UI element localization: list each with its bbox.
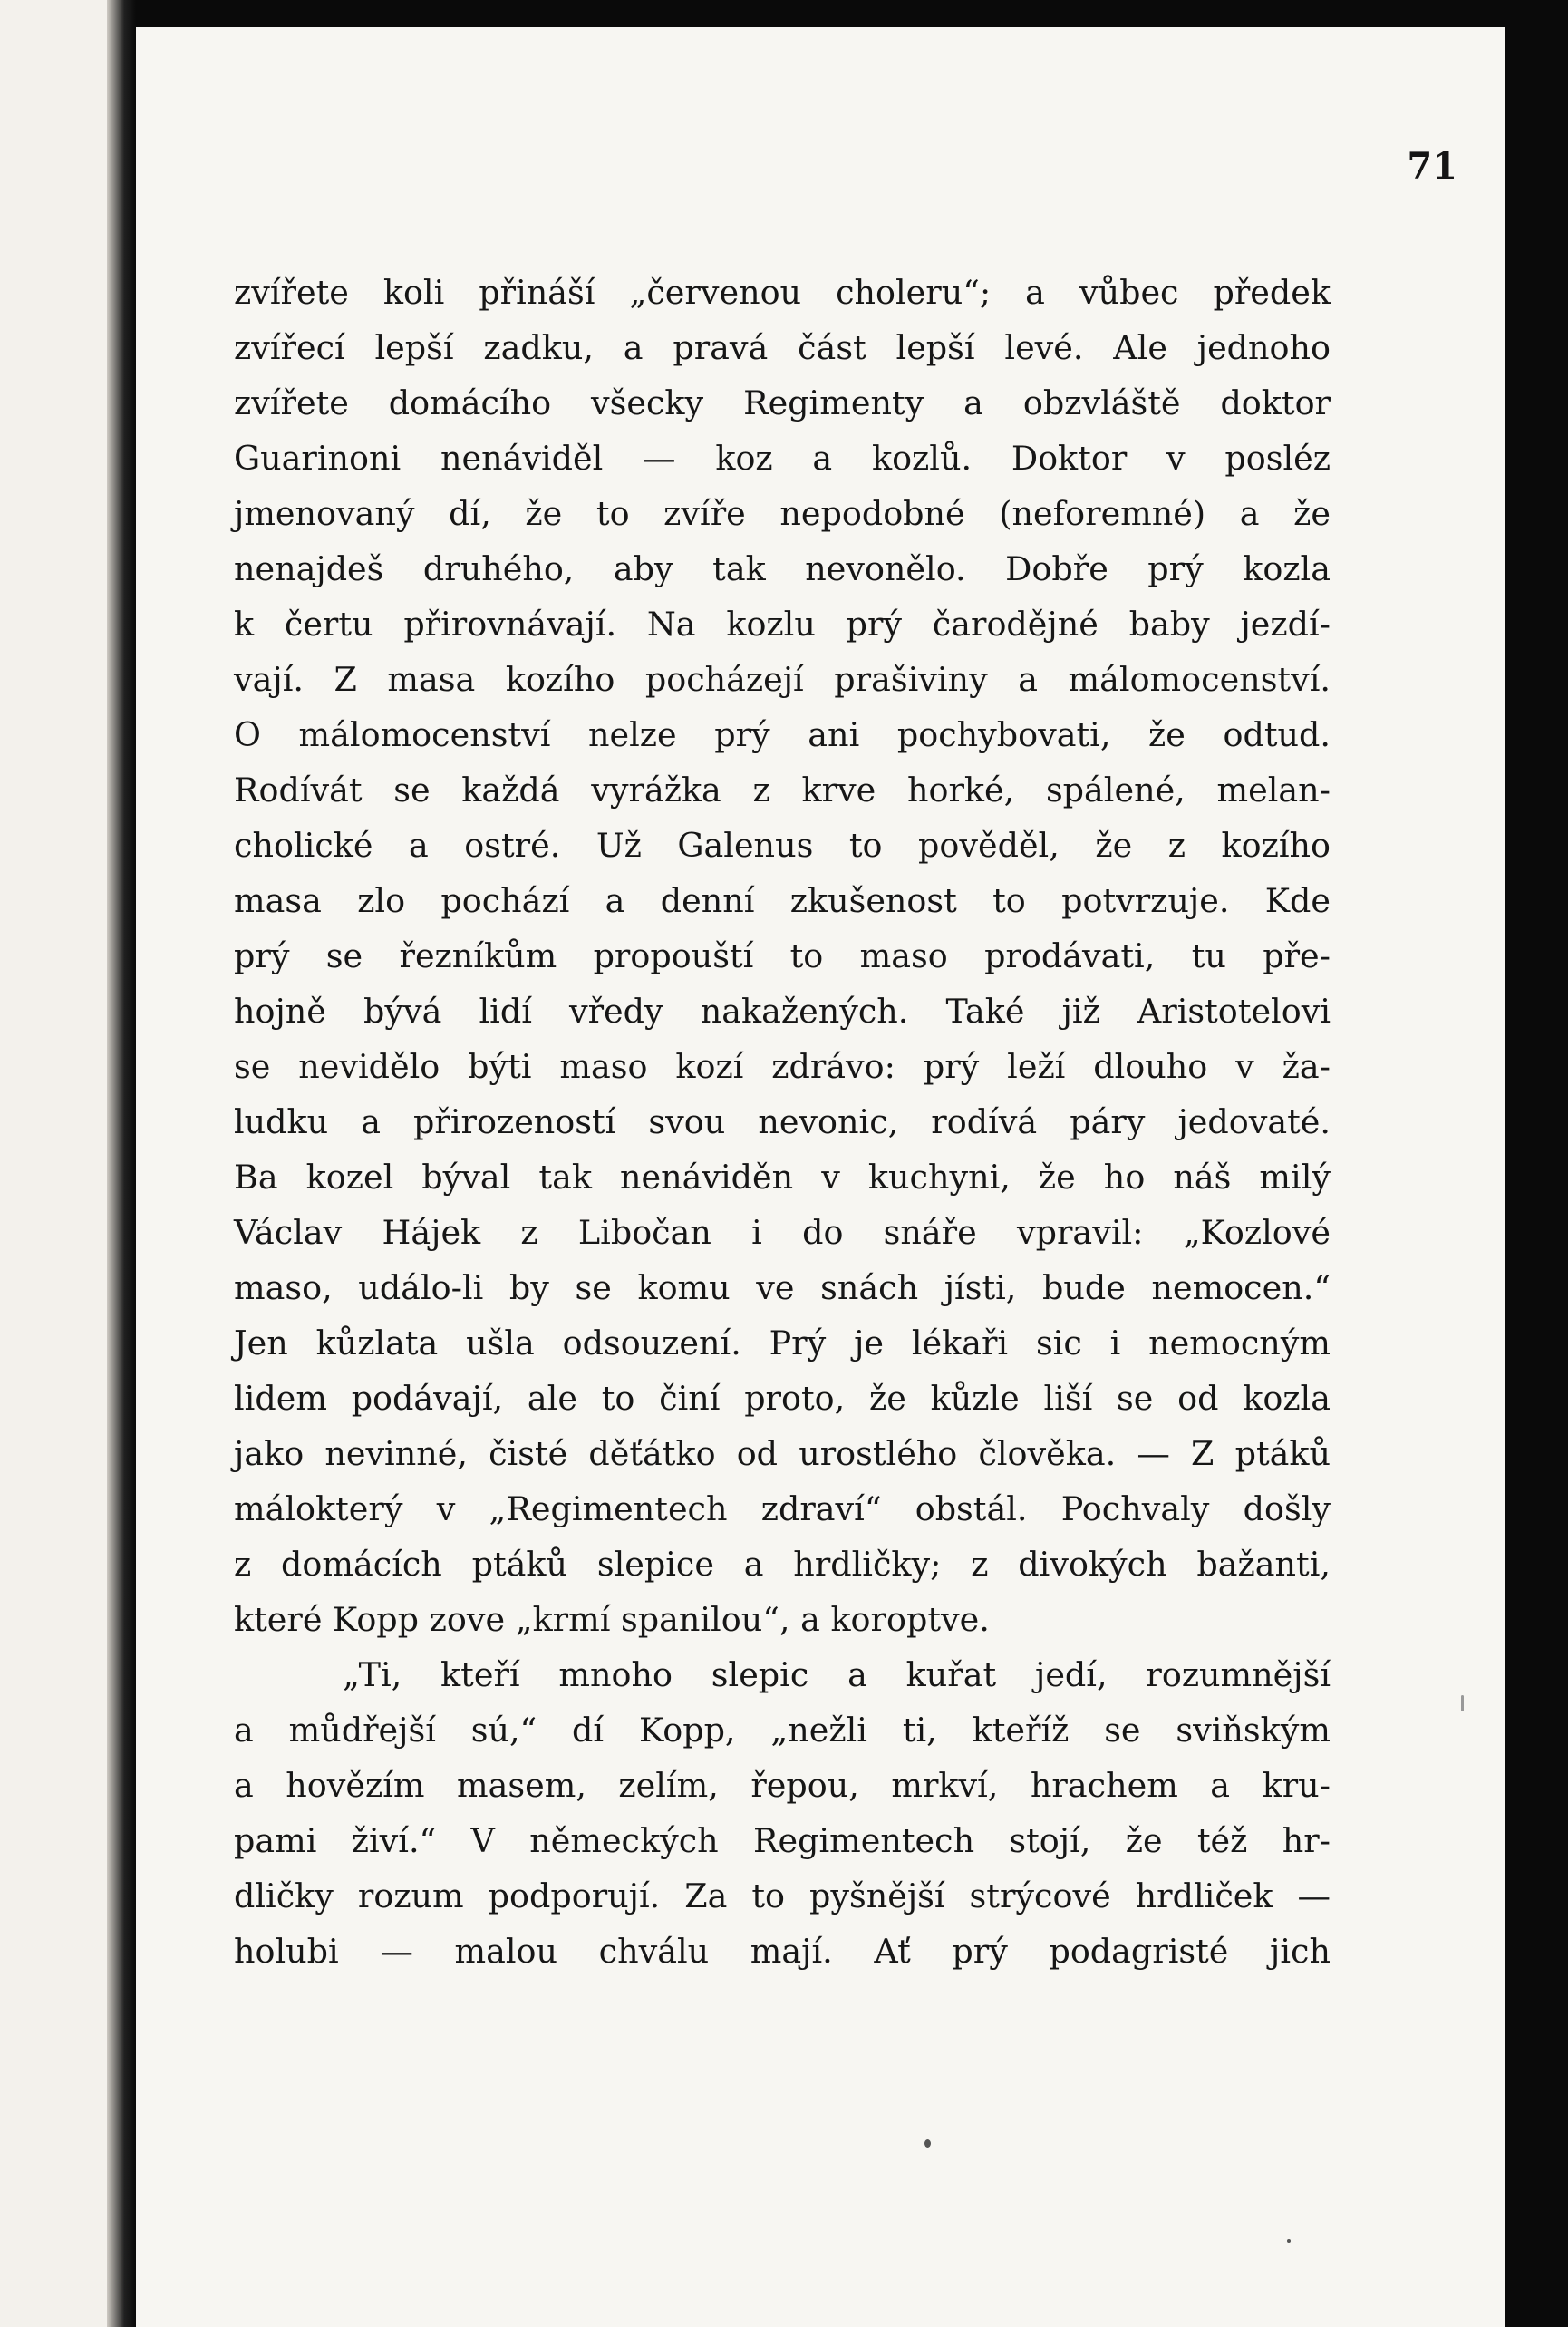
text-line: prý se řezníkům propouští to maso prodávati, tu pře- [234, 936, 1331, 975]
paper-speck [924, 2139, 931, 2148]
text-line: Ba kozel býval tak nenáviděn v kuchyni, že ho náš milý [234, 1158, 1331, 1197]
paper-speck [1287, 2239, 1291, 2243]
text-line: z domácích ptáků slepice a hrdličky; z divokých bažanti, [234, 1545, 1331, 1584]
text-line: pami živí.“ V německých Regimentech stojí, že též hr- [234, 1821, 1331, 1860]
text-line: jmenovaný dí, že to zvíře nepodobné (neforemné) a že [234, 494, 1331, 533]
text-line: ludku a přirozeností svou nevonic, rodívá páry jedovaté. [234, 1102, 1331, 1141]
text-line: Rodívát se každá vyrážka z krve horké, spálené, melan- [234, 771, 1331, 810]
book-page [136, 27, 1505, 2327]
paper-speck [1461, 1695, 1464, 1711]
text-line: zvířecí lepší zadku, a pravá část lepší levé. Ale jednoho [234, 328, 1331, 367]
text-line: maso, událo-li by se komu ve snách jísti, bude nemocen.“ [234, 1268, 1331, 1307]
text-line: nenajdeš druhého, aby tak nevonělo. Dobře prý kozla [234, 549, 1331, 588]
book-spine-shadow [107, 0, 136, 2327]
text-line: hojně bývá lidí vředy nakažených. Také již Aristotelovi [234, 992, 1331, 1031]
text-line: se nevidělo býti maso kozí zdrávo: prý leží dlouho v ža- [234, 1047, 1331, 1086]
text-line: lidem podávají, ale to činí proto, že kůzle liší se od kozla [234, 1379, 1331, 1418]
text-line: vají. Z masa kozího pocházejí prašiviny a málomocenství. [234, 660, 1331, 699]
text-line: cholické a ostré. Už Galenus to pověděl, že z kozího [234, 826, 1331, 865]
text-line: jako nevinné, čisté děťátko od urostlého člověka. — Z ptáků [234, 1434, 1331, 1473]
text-line: dličky rozum podporují. Za to pyšnější strýcové hrdliček — [234, 1876, 1331, 1915]
text-line: Jen kůzlata ušla odsouzení. Prý je lékaři sic i nemocným [234, 1323, 1331, 1362]
text-line: a hovězím masem, zelím, řepou, mrkví, hrachem a kru- [234, 1766, 1331, 1805]
text-line: a můdřejší sú,“ dí Kopp, „nežli ti, kteříž se sviňským [234, 1711, 1331, 1750]
text-line: holubi — malou chválu mají. Ať prý podagristé jich [234, 1932, 1331, 1971]
text-line: „Ti, kteří mnoho slepic a kuřat jedí, rozumnější [343, 1655, 1331, 1694]
text-line: Václav Hájek z Libočan i do snáře vpravil: „Kozlové [234, 1213, 1331, 1252]
body-text [234, 265, 1331, 1979]
text-line: masa zlo pochází a denní zkušenost to potvrzuje. Kde [234, 881, 1331, 920]
text-line: k čertu přirovnávají. Na kozlu prý čarodějné baby jezdí- [234, 605, 1331, 644]
text-line: zvířete koli přináší „červenou choleru“; a vůbec předek [234, 273, 1331, 312]
text-line: Guarinoni nenáviděl — koz a kozlů. Doktor v posléz [234, 439, 1331, 478]
page-number: 71 [1407, 145, 1457, 188]
text-line: málokterý v „Regimentech zdraví“ obstál. Pochvaly došly [234, 1489, 1331, 1528]
text-line: O málomocenství nelze prý ani pochybovati, že odtud. [234, 715, 1331, 754]
text-line: zvířete domácího všecky Regimenty a obzvláště doktor [234, 383, 1331, 422]
text-line: které Kopp zove „krmí spanilou“, a koroptve. [234, 1600, 990, 1639]
